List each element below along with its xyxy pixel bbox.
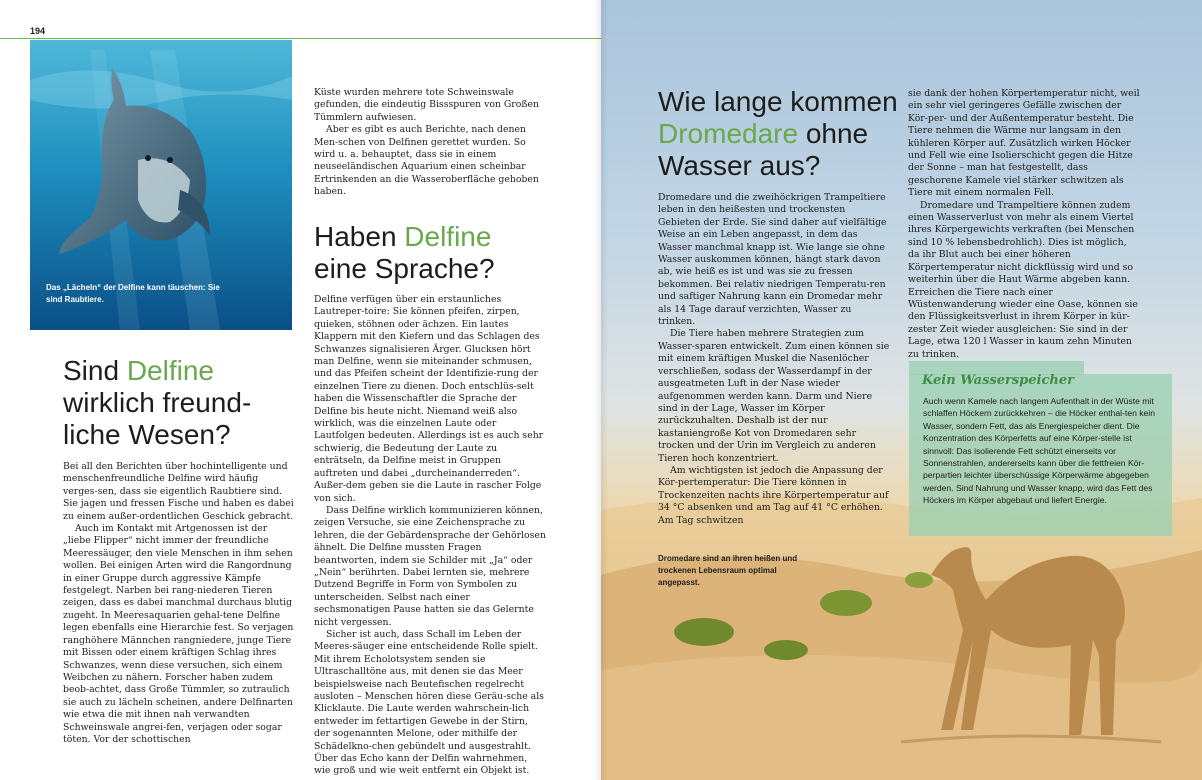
paragraph: sie dank der hohen Körpertemperatur nicht, weil ein sehr viel geringeres Gefälle zwischen der Kör-per- und der Außentemperatur besteht. Die Tiere nehmen die Wärme nur langsam in den kühleren Körper auf. Zusätzlich wirken Höcker und Fell wie eine Isolierschicht gegen die Hitze der Sonne – man hat festgestellt, dass geschorene Kamele viel stärker schwitzen als Tiere mit einem normalen Fell. [908,88,1140,199]
text-column-1 [63,461,295,746]
header-rule [0,38,601,39]
paragraph: Aber es gibt es auch Berichte, nach denen Men-schen von Delfinen gerettet wurden. So wird u. a. behauptet, dass sie in einem neuseeländischen Aquarium einen scheinbar Ertrinkenden an die Wasseroberfläche gehoben haben. [314,124,539,198]
heading-friendly: Sind Delfine wirklich freund-liche Wesen? [63,355,252,450]
text-column-3 [658,192,890,527]
heading-dromedary: Wie lange kommen Dromedare ohne Wasser aus? [658,86,898,181]
paragraph: Die Tiere haben mehrere Strategien zum Wasser-sparen entwickelt. Zum einen können sie mit einem kräftigen Muskel die Nasenlöcher verschließen, sodass der Wasserdampf in der ausgeatmeten Luft in der Nase wieder aufgenommen werden kann. Darm und Niere sind in der Lage, Wasser im Körper zurückzuhalten. Deshalb ist der nur kastaniengroße Kot von Dromedaren sehr trocken und der Urin im Vergleich zu anderen Tieren hoch konzentriert. [658,328,890,464]
paragraph: Dromedare und Trampeltiere können zudem einen Wasserverlust von mehr als einem Viertel ihres Körpergewichts verkraften (bei Menschen sind 10 % lebensbedrohlich). Dies ist möglich, da ihr Blut auch bei einer höheren Körpertemperatur nicht dickflüssig wird und so weiterhin über die Haut Wärme abgeben kann. Erreichen die Tiere nach einer Wüstenwanderung wieder eine Oase, können sie den Flüssigkeitsverlust in ihrem Körper in kür-zester Zeit wieder ausgleichen: Sie sind in der Lage, etwa 120 l Wasser in kaum zehn Minuten zu trinken. [908,199,1138,360]
text-column-2-top [314,87,546,199]
page-gutter [594,0,608,780]
paragraph: Dass Delfine wirklich kommunizieren können, zeigen Versuche, sie eine Zeichensprache zu lehren, die der Gebärdensprache der Gehörlosen ähnelt. Die Delfine mussten Fragen beantworten, indem sie Schilder mit „Ja“ oder „Nein“ berührten. Dabei lernten sie, mehrere Dutzend Begriffe in Form von Symbolen zu unterscheiden. Selbst nach einer sechsmonatigen Pause hatten sie das Gelernte nicht vergessen. [314,504,546,628]
paragraph: Auch im Kontakt mit Artgenossen ist der „liebe Flipper“ nicht immer der freundliche Meeressäuger, den viele Menschen in ihm sehen wollen. Bei einigen Arten wird die Rangordnung in einer Gruppe durch aggressive Kämpfe festgelegt. Narben bei rang-niederen Tieren zeigen, dass es dabei manchmal durchaus blutig zugeht. In Meeresaquarien gehal-tene Delfine legen ebenfalls eine Hierarchie fest. So verjagen ranghöhere Männchen rangniedere, junge Tiere mit Bissen oder einem kräftigen Schlag ihres Schwanzes, wenn diese versuchen, sich einem Weibchen zu nähern. Forscher haben zudem beob-achtet, dass Große Tümmler, so zutraulich sie auch zu lächeln scheinen, andere Delfinarten wie etwa die mit ihnen nah verwandten Schweinswale angrei-fen, verjagen oder sogar töten. Vor der schottischen [63,523,294,745]
paragraph: Delfine verfügen über ein erstaunliches Lautreper-toire: Sie können pfeifen, zirpen, quieken, stöhnen oder ächzen. Ein lautes Klappern mit den Kiefern und das Schlagen des Schwanzes signalisieren Ärger. Glucksen hört man Delfine, wenn sie miteinander schmusen, und das Pfeifen scheint der Identifizie-rung der einzelnen Tiere zu dienen. Doch entschlüs-selt haben die Wissenschaftler die Sprache der Delfine bis heute nicht. Niemand weiß also wirklich, was die einzelnen Laute oder Lautfolgen bedeuten. Allerdings ist es auch sehr schwierig, die Bedeutung der Laute zu enträtseln, da Delfine meist in Gruppen auftreten und dabei „durcheinanderreden“. Außer-dem geben sie die Laute in rascher Folge von sich. [314,294,544,504]
paragraph: Küste wurden mehrere tote Schweinswale gefunden, die eindeutig Bissspuren von Großen Tümmlern aufwiesen. [314,87,540,123]
paragraph: Am wichtigsten ist jedoch die Anpassung der Kör-pertemperatur: Die Tiere können in Trockenzeiten nachts ihre Körpertemperatur auf 34 °C absenken und am Tag auf 41 °C erhöhen. Am Tag schwitzen [658,464,889,526]
page-number: 194 [30,26,46,36]
text-column-4 [908,88,1140,361]
text-column-2-bottom [314,294,546,778]
dolphin-photo-caption: Das „Lächeln“ der Delfine kann täuschen: Sie sind Raubtiere. [46,283,220,304]
info-box-title: Kein Wasserspeicher [922,373,1074,388]
heading-language: Haben Delfine eine Sprache? [314,221,495,284]
paragraph: Sicher ist auch, dass Schall im Leben der Meeres-säuger eine entscheidende Rolle spielt. Mit ihrem Echolotsystem senden sie Ultraschalltöne aus, mit denen sie das Meer beispielsweise nach Beutefischen regelrecht ausloten – Menschen hören diese Geräu-sche als Klicklaute. Die Laute werden wahrschein-lich entweder im fettartigen Gewebe in der Stirn, der sogenannten Melone, oder mithilfe der Schädelkno-chen gebündelt und ausgestrahlt. Über das Echo kann der Delfin wahrnehmen, wie groß und wie weit entfernt ein Objekt ist. [314,628,544,777]
paragraph: Dromedare und die zweihöckrigen Trampeltiere leben in den heißesten und trockensten Gebieten der Erde. Sie sind daher auf vielfältige Weise an ein Leben angepasst, in dem das Wasser manchmal knapp ist. Wie lange sie ohne Wasser auskommen können, hängt stark davon ab, wie heiß es ist und was sie zu fressen bekommen. Bei relativ niedrigen Temperatu-ren und saftiger Nahrung kann ein Dromedar mehr als 14 Tage darauf verzichten, Wasser zu trinken. [658,192,887,328]
info-box-text: Auch wenn Kamele nach langem Aufenthalt in der Wüste mit schlaffen Höckern zurückkehren – die Höcker enthal-ten kein Wasser, sondern Fett, das als Energiespeicher dient. Die Konzentration des Körperfetts auf eine Körper-stelle ist sinnvoll: Das isolierende Fett schützt einerseits vor Sonnenstrahlen, andererseits kann über die fettfreien Kör-perpartien leichter überschüssige Körperwärme abgegeben werden. Sind Nahrung und Wasser knapp, wird das Fett des Höckers im Körper abgebaut und liefert Energie. [923,396,1155,506]
paragraph: Bei all den Berichten über hochintelligente und menschenfreundliche Delfine wird häufig verges-sen, dass sie eigentlich Raubtiere sind. Sie jagen und fressen Fische und haben es dabei zu einem außer-ordentlichen Geschick gebracht. [63,461,294,522]
camel-photo-caption: Dromedare sind an ihren heißen und trockenen Lebensraum optimal angepasst. [658,554,798,587]
